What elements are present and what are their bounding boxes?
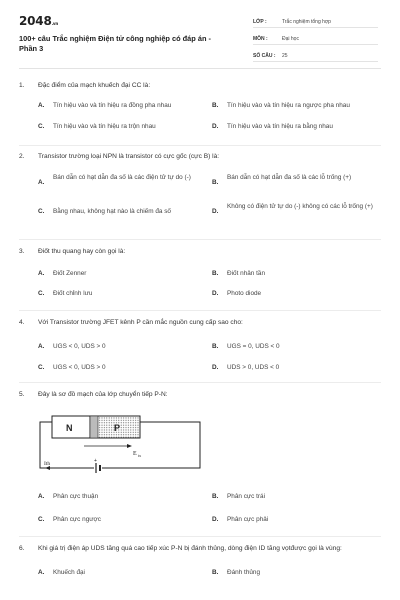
question-head (19, 152, 383, 161)
question-text: Với Transistor trường JFET kênh P cần mắc nguồn cung cấp sao cho: (38, 319, 243, 326)
option-letter: C. (38, 516, 45, 523)
question-divider (19, 145, 381, 146)
question-divider (19, 536, 381, 537)
option-b[interactable] (212, 342, 382, 351)
option-d[interactable] (212, 202, 377, 216)
question-number: 3. (19, 248, 25, 255)
meta-row-class (253, 13, 378, 28)
meta-label: MÔN : (253, 36, 268, 42)
option-text: Khuếch đại (53, 569, 85, 576)
option-letter: A. (38, 179, 45, 186)
question-2 (19, 152, 383, 215)
option-letter: A. (38, 343, 45, 350)
question-3 (19, 247, 383, 297)
option-text: Điốt Zenner (53, 270, 87, 277)
option-letter: A. (38, 493, 45, 500)
document-meta (253, 13, 378, 64)
option-d[interactable] (212, 122, 382, 131)
option-text: Tín hiệu vào và tín hiệu ra trộn nhau (53, 123, 156, 130)
option-text: Bán dẫn có hạt dẫn đa số là các lỗ trống (+) (227, 174, 352, 181)
option-letter: B. (212, 270, 219, 277)
option-a[interactable] (38, 269, 206, 278)
option-text: Phân cực ngược (53, 516, 101, 523)
option-letter: B. (212, 569, 219, 576)
option-c[interactable] (38, 122, 206, 131)
option-d[interactable] (212, 515, 382, 524)
question-head (19, 318, 383, 327)
option-a[interactable] (38, 492, 206, 501)
option-text: Photo diode (227, 290, 262, 297)
question-number: 4. (19, 319, 25, 326)
option-text: Phân cực trái (227, 493, 266, 500)
meta-row-subject (253, 30, 378, 45)
option-text: UGS = 0, UDS < 0 (227, 343, 280, 350)
question-number: 1. (19, 82, 25, 89)
option-letter: C. (38, 208, 45, 215)
p-label: P (114, 423, 121, 433)
option-letter: B. (212, 179, 219, 186)
option-d[interactable] (212, 289, 382, 298)
option-text: Tín hiệu vào và tín hiệu ra ngược pha nhau (227, 102, 350, 109)
logo-text: 2048 (19, 14, 52, 28)
option-text: Điốt nhân tần (227, 270, 266, 277)
site-logo[interactable] (19, 14, 58, 28)
option-b[interactable] (212, 101, 382, 110)
option-a[interactable] (38, 173, 203, 187)
meta-value: Đại học (282, 36, 299, 42)
meta-row-count (253, 47, 378, 62)
option-letter: A. (38, 270, 45, 277)
meta-value: 25 (282, 53, 288, 59)
meta-label: SỐ CÂU : (253, 53, 276, 59)
pn-junction-diagram (36, 412, 204, 480)
question-text: Đặc điểm của mạch khuếch đại CC là: (38, 82, 151, 89)
option-a[interactable] (38, 568, 206, 577)
header-divider (19, 68, 381, 69)
option-text: Phân cực phải (227, 516, 269, 523)
option-text: Không có điện tử tự do (-) không có các lỗ trống (+) (227, 203, 373, 210)
question-divider (19, 382, 381, 383)
question-text: Khi giá trị điện áp UDS tăng quá cao tiếp xúc P-N bị đánh thủng, dòng điện ID tăng vọtđược gọi là vùng: (38, 545, 342, 552)
option-c[interactable] (38, 515, 206, 524)
option-text: UDS > 0, UDS < 0 (227, 364, 280, 371)
question-head (19, 247, 383, 256)
option-letter: A. (38, 569, 45, 576)
question-number: 6. (19, 545, 25, 552)
question-head (19, 390, 383, 399)
option-letter: B. (212, 102, 219, 109)
option-text: Phân cực thuận (53, 493, 99, 500)
option-b[interactable] (212, 269, 382, 278)
option-b[interactable] (212, 492, 382, 501)
meta-label: LỚP : (253, 19, 267, 25)
option-b[interactable] (212, 568, 382, 577)
option-text: Tín hiệu vào và tín hiệu ra đồng pha nhau (53, 102, 172, 109)
question-5 (19, 390, 383, 399)
question-number: 2. (19, 153, 25, 160)
depletion-strip (90, 416, 98, 438)
question-divider (19, 310, 381, 311)
option-letter: D. (212, 208, 219, 215)
option-letter: A. (38, 102, 45, 109)
option-c[interactable] (38, 289, 206, 298)
question-text: Đây là sơ đồ mạch của lớp chuyển tiếp P-N: (38, 391, 168, 398)
option-letter: B. (212, 343, 219, 350)
option-text: UGS < 0, UDS > 0 (53, 343, 106, 350)
n-label: N (66, 423, 73, 433)
option-text: Bằng nhau, không hạt nào là chiếm đa số (53, 208, 171, 215)
meta-value: Trắc nghiệm tổng hợp (282, 19, 331, 25)
option-b[interactable] (212, 173, 377, 187)
option-letter: C. (38, 364, 45, 371)
option-letter: D. (212, 123, 219, 130)
option-a[interactable] (38, 342, 206, 351)
question-text: Transistor trường loại NPN là transistor có cực gốc (cực B) là: (38, 153, 220, 160)
option-text: Điốt chỉnh lưu (53, 290, 93, 297)
question-text: Điốt thu quang hay còn gọi là: (38, 248, 126, 255)
option-text: Bán dẫn có hạt dẫn đa số là các điện tử tự do (-) (53, 174, 191, 181)
field-sub-label: tx (138, 453, 142, 458)
field-arrow-head (127, 444, 132, 448)
field-label: E (133, 451, 137, 457)
option-letter: D. (212, 290, 219, 297)
question-1 (19, 81, 383, 130)
question-head (19, 544, 383, 553)
option-c[interactable] (38, 363, 206, 372)
logo-domain: .vn (51, 21, 58, 26)
option-c[interactable] (38, 207, 206, 216)
option-d[interactable] (212, 363, 382, 372)
question-divider (19, 239, 381, 240)
document-title: 100+ câu Trắc nghiệm Điện tử công nghiệp có đáp án - Phần 3 (19, 34, 212, 53)
option-letter: D. (212, 516, 219, 523)
option-letter: D. (212, 364, 219, 371)
question-number: 5. (19, 391, 25, 398)
option-text: Tín hiệu vào và tín hiệu ra bằng nhau (227, 123, 333, 130)
question-4 (19, 318, 383, 371)
option-text: Đánh thủng (227, 569, 261, 576)
question-head (19, 81, 383, 90)
option-letter: C. (38, 123, 45, 130)
battery-plus-label: + (94, 458, 97, 464)
option-letter: C. (38, 290, 45, 297)
current-label: Ith (44, 461, 51, 467)
option-letter: B. (212, 493, 219, 500)
option-text: UGS < 0, UDS > 0 (53, 364, 106, 371)
option-a[interactable] (38, 101, 206, 110)
question-6 (19, 544, 383, 576)
